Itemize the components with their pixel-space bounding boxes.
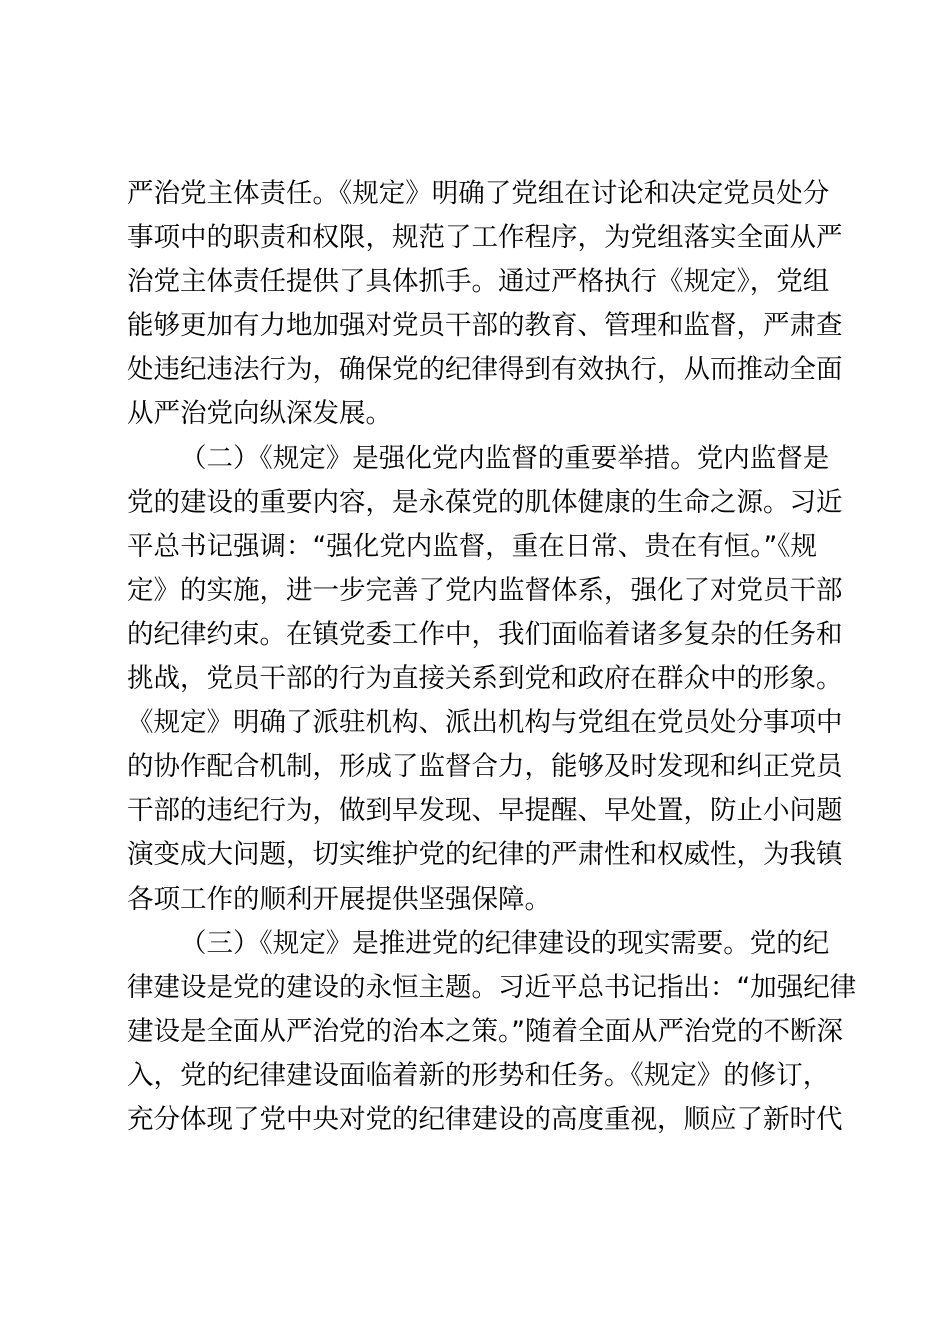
- text-line: 的协作配合机制，形成了监督合力，能够及时发现和纠正党员: [127, 751, 843, 783]
- text-line: 定》的实施，进一步完善了党内监督体系，强化了对党员干部: [127, 574, 843, 606]
- body-text: [127, 172, 857, 1142]
- text-line: 严治党主体责任。《规定》明确了党组在讨论和决定党员处分: [127, 178, 830, 209]
- text-line: 能够更加有力地加强对党员干部的教育、管理和监督，严肃查: [127, 310, 843, 342]
- text-line: 党的建设的重要内容，是永葆党的肌体健康的生命之源。习近: [127, 486, 843, 518]
- text-line: 干部的违纪行为，做到早发现、早提醒、早处置，防止小问题: [127, 795, 843, 827]
- text-line: 入，党的纪律建设面临着新的形势和任务。《规定》的修订，: [127, 1059, 830, 1091]
- text-line: 治党主体责任提供了具体抓手。通过严格执行《规定》，党组: [127, 266, 830, 298]
- text-line: 建设是全面从严治党的治本之策。”随着全面从严治党的不断深: [127, 1015, 843, 1047]
- text-line: 处违纪违法行为，确保党的纪律得到有效执行，从而推动全面: [127, 354, 843, 386]
- text-line: 的纪律约束。在镇党委工作中，我们面临着诸多复杂的任务和: [127, 618, 843, 650]
- text-line: 演变成大问题，切实维护党的纪律的严肃性和权威性，为我镇: [127, 839, 843, 871]
- text-line: 平总书记强调：“强化党内监督，重在日常、贵在有恒。”《规: [127, 530, 817, 562]
- text-line: 挑战，党员干部的行为直接关系到党和政府在群众中的形象。: [127, 663, 843, 695]
- text-line: 事项中的职责和权限，规范了工作程序，为党组落实全面从严: [127, 222, 843, 254]
- text-line: 充分体现了党中央对党的纪律建设的高度重视，顺应了新时代: [127, 1103, 843, 1135]
- text-line: 律建设是党的建设的永恒主题。习近平总书记指出：“加强纪律: [127, 971, 857, 1003]
- section-heading-2: （二）《规定》是强化党内监督的重要举措。党内监督是: [180, 442, 830, 474]
- section-heading-3: （三）《规定》是推进党的纪律建设的现实需要。党的纪: [180, 927, 830, 959]
- text-line: 各项工作的顺利开展提供坚强保障。: [127, 883, 551, 915]
- text-line: 《规定》明确了派驻机构、派出机构与党组在党员处分事项中: [127, 707, 843, 739]
- text-line: 从严治党向纵深发展。: [127, 398, 392, 430]
